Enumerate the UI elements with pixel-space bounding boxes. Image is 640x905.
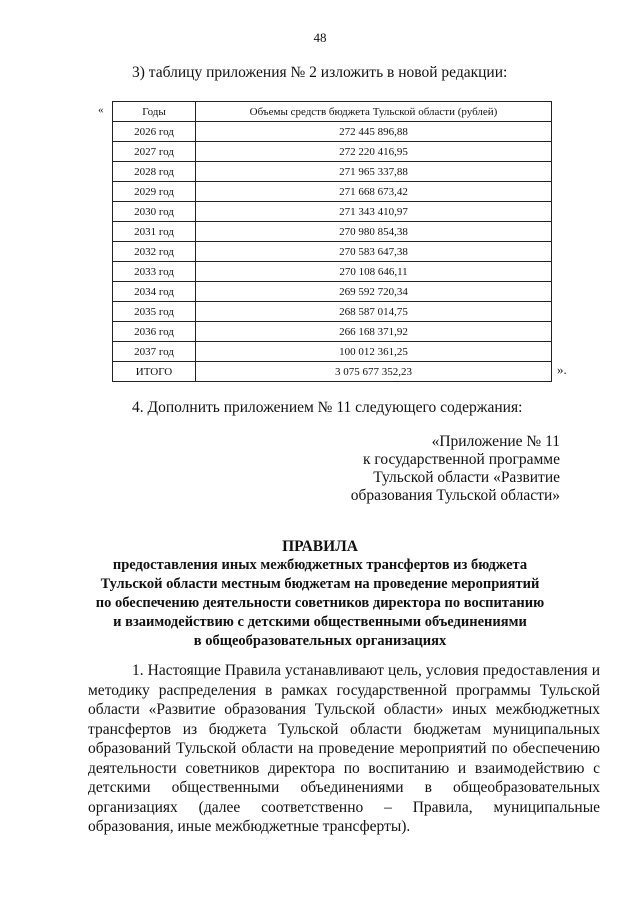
appendix-line: образования Тульской области»	[350, 487, 560, 504]
year-cell: 2026 год	[113, 122, 196, 142]
rules-paragraph-1: 1. Настоящие Правила устанавливают цель, условия предоставления и методику распределения в рамках государственной программы Тульской области «Развитие образования Тульской области» иных межбюджетных трансфертов из бюджета Тульской области бюджетам муниципальных образований Тульской области на проведение мероприятий по обеспечению деятельности советников директора по воспитанию и взаимодействию с детскими общественными объединениями в общеобразовательных организациях (далее соответственно – Правила, муниципальные образования, иные межбюджетные трансферты).	[88, 662, 600, 835]
appendix-heading	[340, 433, 560, 505]
rules-subtitle	[60, 556, 580, 651]
amount-cell: 272 445 896,88	[196, 122, 552, 142]
year-cell: 2027 год	[113, 142, 196, 162]
year-cell: 2033 год	[113, 262, 196, 282]
amount-cell: 271 343 410,97	[196, 202, 552, 222]
year-cell: 2034 год	[113, 282, 196, 302]
table-row	[113, 142, 552, 162]
year-cell: 2036 год	[113, 322, 196, 342]
total-label-cell: ИТОГО	[113, 362, 196, 382]
amendment-item-4: 4. Дополнить приложением № 11 следующего содержания:	[132, 399, 523, 416]
table-row	[113, 262, 552, 282]
amount-cell: 272 220 416,95	[196, 142, 552, 162]
table-row	[113, 182, 552, 202]
year-cell: 2037 год	[113, 342, 196, 362]
total-amount-cell: 3 075 677 352,23	[196, 362, 552, 382]
rules-title: ПРАВИЛА	[282, 538, 358, 555]
year-cell: 2031 год	[113, 222, 196, 242]
table-total-row	[113, 362, 552, 382]
amount-cell: 270 108 646,11	[196, 262, 552, 282]
amount-cell: 270 583 647,38	[196, 242, 552, 262]
rules-subtitle-line: Тульской области местным бюджетам на проведение мероприятий	[100, 576, 540, 592]
appendix-line: «Приложение № 11	[431, 433, 560, 450]
amendment-item-3: 3) таблицу приложения № 2 изложить в новой редакции:	[132, 64, 508, 81]
amount-cell: 266 168 371,92	[196, 322, 552, 342]
rules-subtitle-line: в общеобразовательных организациях	[193, 633, 447, 649]
amount-cell: 271 668 673,42	[196, 182, 552, 202]
rules-subtitle-line: по обеспечению деятельности советников директора по воспитанию	[95, 595, 545, 611]
table-row	[113, 242, 552, 262]
appendix-line: к государственной программе	[362, 451, 560, 468]
table-row	[113, 222, 552, 242]
year-cell: 2028 год	[113, 162, 196, 182]
table-row	[113, 162, 552, 182]
amount-cell: 100 012 361,25	[196, 342, 552, 362]
table-row	[113, 282, 552, 302]
table-row	[113, 342, 552, 362]
table-row	[113, 322, 552, 342]
rules-subtitle-line: предоставления иных межбюджетных трансфертов из бюджета	[112, 557, 528, 573]
amount-cell: 271 965 337,88	[196, 162, 552, 182]
table-row	[113, 302, 552, 322]
amount-cell: 270 980 854,38	[196, 222, 552, 242]
table-header-row	[113, 102, 552, 122]
year-cell: 2035 год	[113, 302, 196, 322]
budget-table	[112, 101, 552, 382]
header-years: Годы	[113, 102, 196, 122]
amount-cell: 269 592 720,34	[196, 282, 552, 302]
year-cell: 2029 год	[113, 182, 196, 202]
page-number: 48	[313, 30, 327, 45]
table-row	[113, 202, 552, 222]
year-cell: 2030 год	[113, 202, 196, 222]
rules-subtitle-line: и взаимодействию с детскими общественными объединениями	[113, 614, 527, 630]
table-quote-open: «	[98, 104, 104, 116]
table-row	[113, 122, 552, 142]
appendix-line: Тульской области «Развитие	[373, 469, 560, 486]
amount-cell: 268 587 014,75	[196, 302, 552, 322]
year-cell: 2032 год	[113, 242, 196, 262]
table-quote-close: ».	[557, 362, 567, 377]
header-amount: Объемы средств бюджета Тульской области (рублей)	[196, 102, 552, 122]
